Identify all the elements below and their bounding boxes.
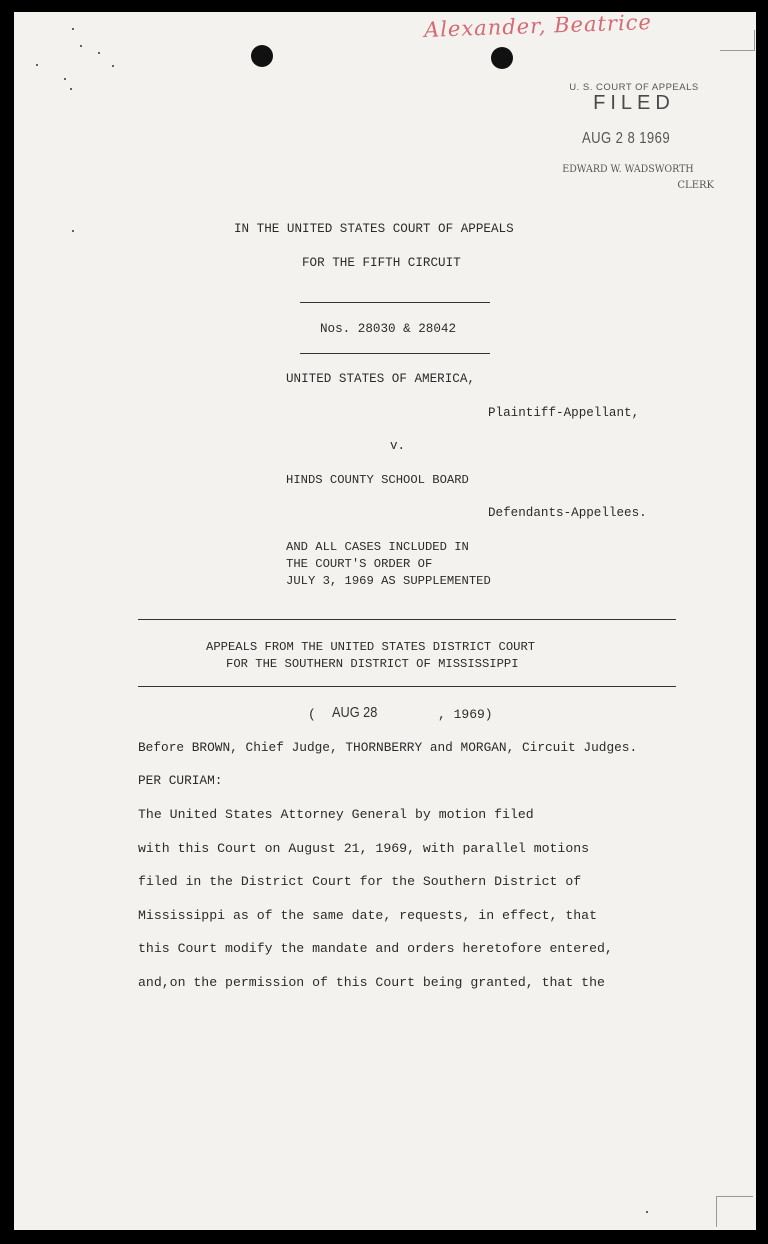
paper-speck [70,88,72,90]
court-name-line1: IN THE UNITED STATES COURT OF APPEALS [234,222,514,236]
appeal-line1: APPEALS FROM THE UNITED STATES DISTRICT COURT [206,640,536,654]
body-line: this Court modify the mandate and orders heretofore entered, [138,941,613,956]
corner-mark-top [720,30,755,51]
date-stamped: AUG 28 [332,704,378,721]
before-judges: Before BROWN, Chief Judge, THORNBERRY and MORGAN, Circuit Judges. [138,740,638,755]
punch-hole-right [491,47,513,69]
plaintiff-role: Plaintiff-Appellant, [488,406,640,420]
date-year: , 1969) [438,707,493,722]
case-numbers: Nos. 28030 & 28042 [320,322,457,336]
body-line: Mississippi as of the same date, requests, in effect, that [138,908,597,923]
filed-stamp-clerk-name: EDWARD W. WADSWORTH [562,163,694,175]
filed-stamp-date: AUG 2 8 1969 [581,130,671,147]
body-line: The United States Attorney General by motion filed [138,807,534,822]
body-line: with this Court on August 21, 1969, with parallel motions [138,841,590,856]
case-number-rule-top [300,302,490,303]
paper-speck [98,52,100,54]
paper-speck [64,78,66,80]
included-cases-line2: THE COURT'S ORDER OF [286,557,433,571]
included-cases-line3: JULY 3, 1969 AS SUPPLEMENTED [286,574,491,588]
defendant-name: HINDS COUNTY SCHOOL BOARD [286,473,469,487]
appeal-rule-top [138,619,676,620]
paper-speck [72,28,74,30]
included-cases-line1: AND ALL CASES INCLUDED IN [286,540,469,554]
handwritten-signature: Alexander, Beatrice [423,10,653,42]
filed-stamp-label: FILED [593,92,675,114]
paper-speck [112,65,114,67]
body-line: and,on the permission of this Court being granted, that the [138,975,605,990]
punch-hole-left [251,45,273,67]
per-curiam: PER CURIAM: [138,773,223,788]
court-name-line2: FOR THE FIFTH CIRCUIT [302,256,461,270]
defendant-role: Defendants-Appellees. [488,506,647,520]
case-number-rule-bottom [300,353,490,354]
corner-mark-bottom [716,1196,753,1227]
versus: v. [390,439,406,453]
appeal-line2: FOR THE SOUTHERN DISTRICT OF MISSISSIPPI [226,657,519,671]
date-open-paren: ( [308,707,316,722]
body-line: filed in the District Court for the Southern District of [138,874,582,889]
document-page [14,12,756,1230]
plaintiff-name: UNITED STATES OF AMERICA, [286,372,475,386]
paper-speck [72,230,74,232]
filed-stamp-court: U. S. COURT OF APPEALS [569,82,699,93]
appeal-rule-bottom [138,686,676,687]
paper-speck [36,64,38,66]
filed-stamp-clerk-title: CLERK [677,180,714,191]
paper-speck [80,45,82,47]
paper-speck [646,1211,648,1213]
